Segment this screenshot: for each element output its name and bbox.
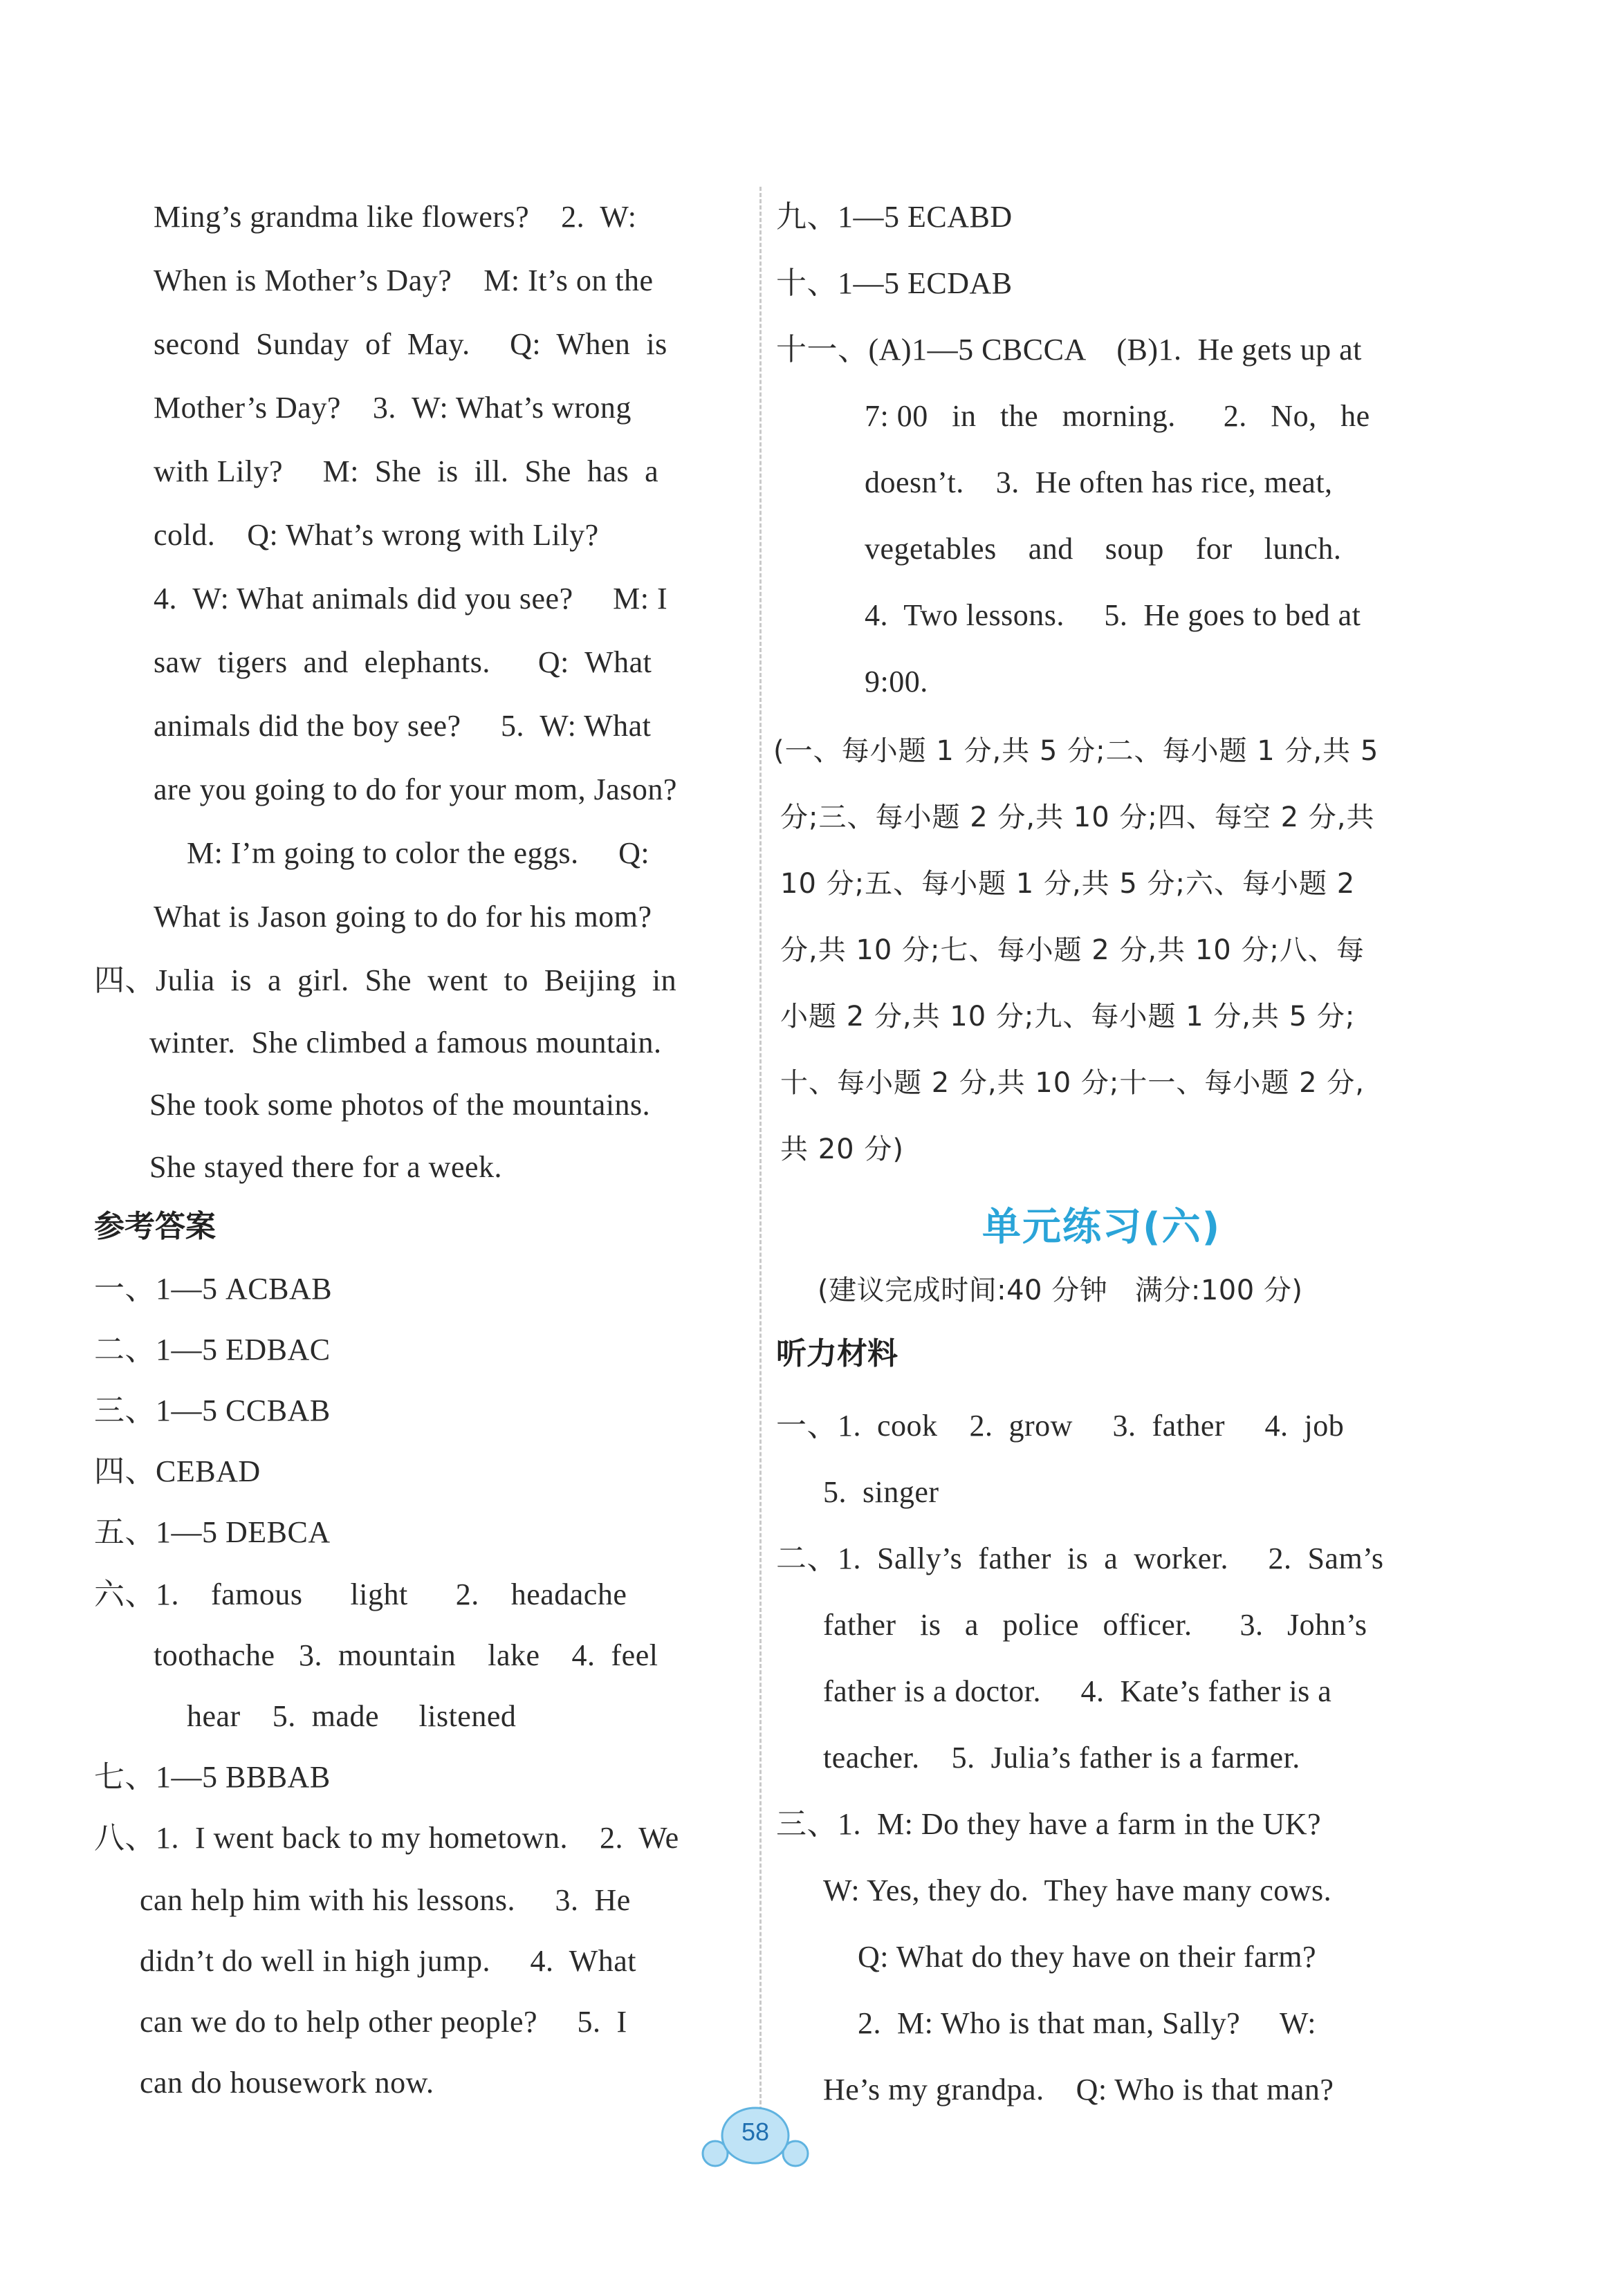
text-line: 四、Julia is a girl. She went to Beijing in (94, 963, 677, 997)
listening-line: teacher. 5. Julia’s father is a farmer. (823, 1741, 1300, 1775)
answer-line: 九、1—5 ECABD (776, 200, 1013, 234)
listening-line: 二、1. Sally’s father is a worker. 2. Sam’s (776, 1542, 1384, 1575)
answer-line: vegetables and soup for lunch. (865, 532, 1342, 566)
answer-line: didn’t do well in high jump. 4. What (140, 1944, 636, 1978)
listening-line: 5. singer (823, 1475, 939, 1509)
text-line: 4. W: What animals did you see? M: I (154, 582, 668, 615)
answer-line: 六、1. famous light 2. headache (94, 1577, 627, 1611)
text-line: animals did the boy see? 5. W: What (154, 709, 652, 743)
answer-line: can we do to help other people? 5. I (140, 2005, 627, 2039)
listening-heading: 听力材料 (776, 1336, 898, 1371)
listening-line: Q: What do they have on their farm? (858, 1940, 1317, 1974)
score-note-line: 小题 2 分,共 10 分;九、每小题 1 分,共 5 分; (780, 1001, 1356, 1033)
listening-line: W: Yes, they do. They have many cows. (823, 1873, 1332, 1907)
text-line: are you going to do for your mom, Jason? (154, 772, 677, 806)
listening-line: father is a doctor. 4. Kate’s father is a (823, 1674, 1332, 1708)
text-line: When is Mother’s Day? M: It’s on the (154, 263, 654, 297)
score-note-line: (一、每小题 1 分,共 5 分;二、每小题 1 分,共 5 (773, 735, 1379, 767)
listening-line: He’s my grandpa. Q: Who is that man? (823, 2073, 1334, 2107)
answer-line: 一、1—5 ACBAB (94, 1272, 333, 1306)
page-number-badge (700, 2102, 811, 2172)
text-line: Ming’s grandma like flowers? 2. W: (154, 200, 637, 234)
score-note-line: 共 20 分) (780, 1133, 904, 1165)
answer-line: 三、1—5 CCBAB (94, 1394, 331, 1427)
text-line: She took some photos of the mountains. (149, 1088, 651, 1122)
text-line: M: I’m going to color the eggs. Q: (187, 836, 650, 870)
answer-line: 四、CEBAD (94, 1454, 261, 1488)
answer-line: 9:00. (865, 665, 928, 698)
answer-line: 7: 00 in the morning. 2. No, he (865, 399, 1370, 433)
answer-line: can do housework now. (140, 2066, 434, 2100)
text-line: saw tigers and elephants. Q: What (154, 645, 652, 679)
text-line: She stayed there for a week. (149, 1150, 503, 1184)
answer-line: hear 5. made listened (187, 1699, 517, 1733)
text-line: with Lily? M: She is ill. She has a (154, 454, 659, 488)
answer-line: 十、1—5 ECDAB (776, 266, 1013, 300)
answer-line: 二、1—5 EDBAC (94, 1333, 331, 1367)
listening-line: 2. M: Who is that man, Sally? W: (858, 2006, 1316, 2040)
answer-line: can help him with his lessons. 3. He (140, 1883, 631, 1917)
text-line: second Sunday of May. Q: When is (154, 327, 667, 361)
listening-line: father is a police officer. 3. John’s (823, 1608, 1367, 1642)
text-line: What is Jason going to do for his mom? (154, 900, 652, 934)
answer-line: 七、1—5 BBBAB (94, 1760, 331, 1794)
score-note-line: 分,共 10 分;七、每小题 2 分,共 10 分;八、每 (780, 934, 1365, 966)
answer-line: 八、1. I went back to my hometown. 2. We (94, 1821, 679, 1855)
answer-line: 五、1—5 DEBCA (94, 1515, 331, 1549)
answer-line: 4. Two lessons. 5. He goes to bed at (865, 598, 1361, 632)
score-note-line: 十、每小题 2 分,共 10 分;十一、每小题 2 分, (780, 1067, 1365, 1099)
text-line: cold. Q: What’s wrong with Lily? (154, 518, 599, 552)
score-note-line: 10 分;五、每小题 1 分,共 5 分;六、每小题 2 (780, 868, 1356, 900)
answer-line: 十一、(A)1—5 CBCCA (B)1. He gets up at (776, 333, 1362, 367)
column-divider (759, 187, 762, 2123)
score-note-line: 分;三、每小题 2 分,共 10 分;四、每空 2 分,共 (780, 802, 1375, 833)
time-note: (建议完成时间:40 分钟 满分:100 分) (818, 1275, 1303, 1306)
page-number: 58 (741, 2118, 770, 2146)
answer-line: toothache 3. mountain lake 4. feel (154, 1638, 658, 1672)
text-line: winter. She climbed a famous mountain. (149, 1026, 662, 1059)
listening-line: 一、1. cook 2. grow 3. father 4. job (776, 1409, 1345, 1443)
answer-line: doesn’t. 3. He often has rice, meat, (865, 465, 1333, 499)
listening-line: 三、1. M: Do they have a farm in the UK? (776, 1807, 1322, 1841)
text-line: Mother’s Day? 3. W: What’s wrong (154, 391, 632, 425)
answers-heading: 参考答案 (94, 1209, 216, 1244)
unit-title: 单元练习(六) (982, 1205, 1222, 1250)
